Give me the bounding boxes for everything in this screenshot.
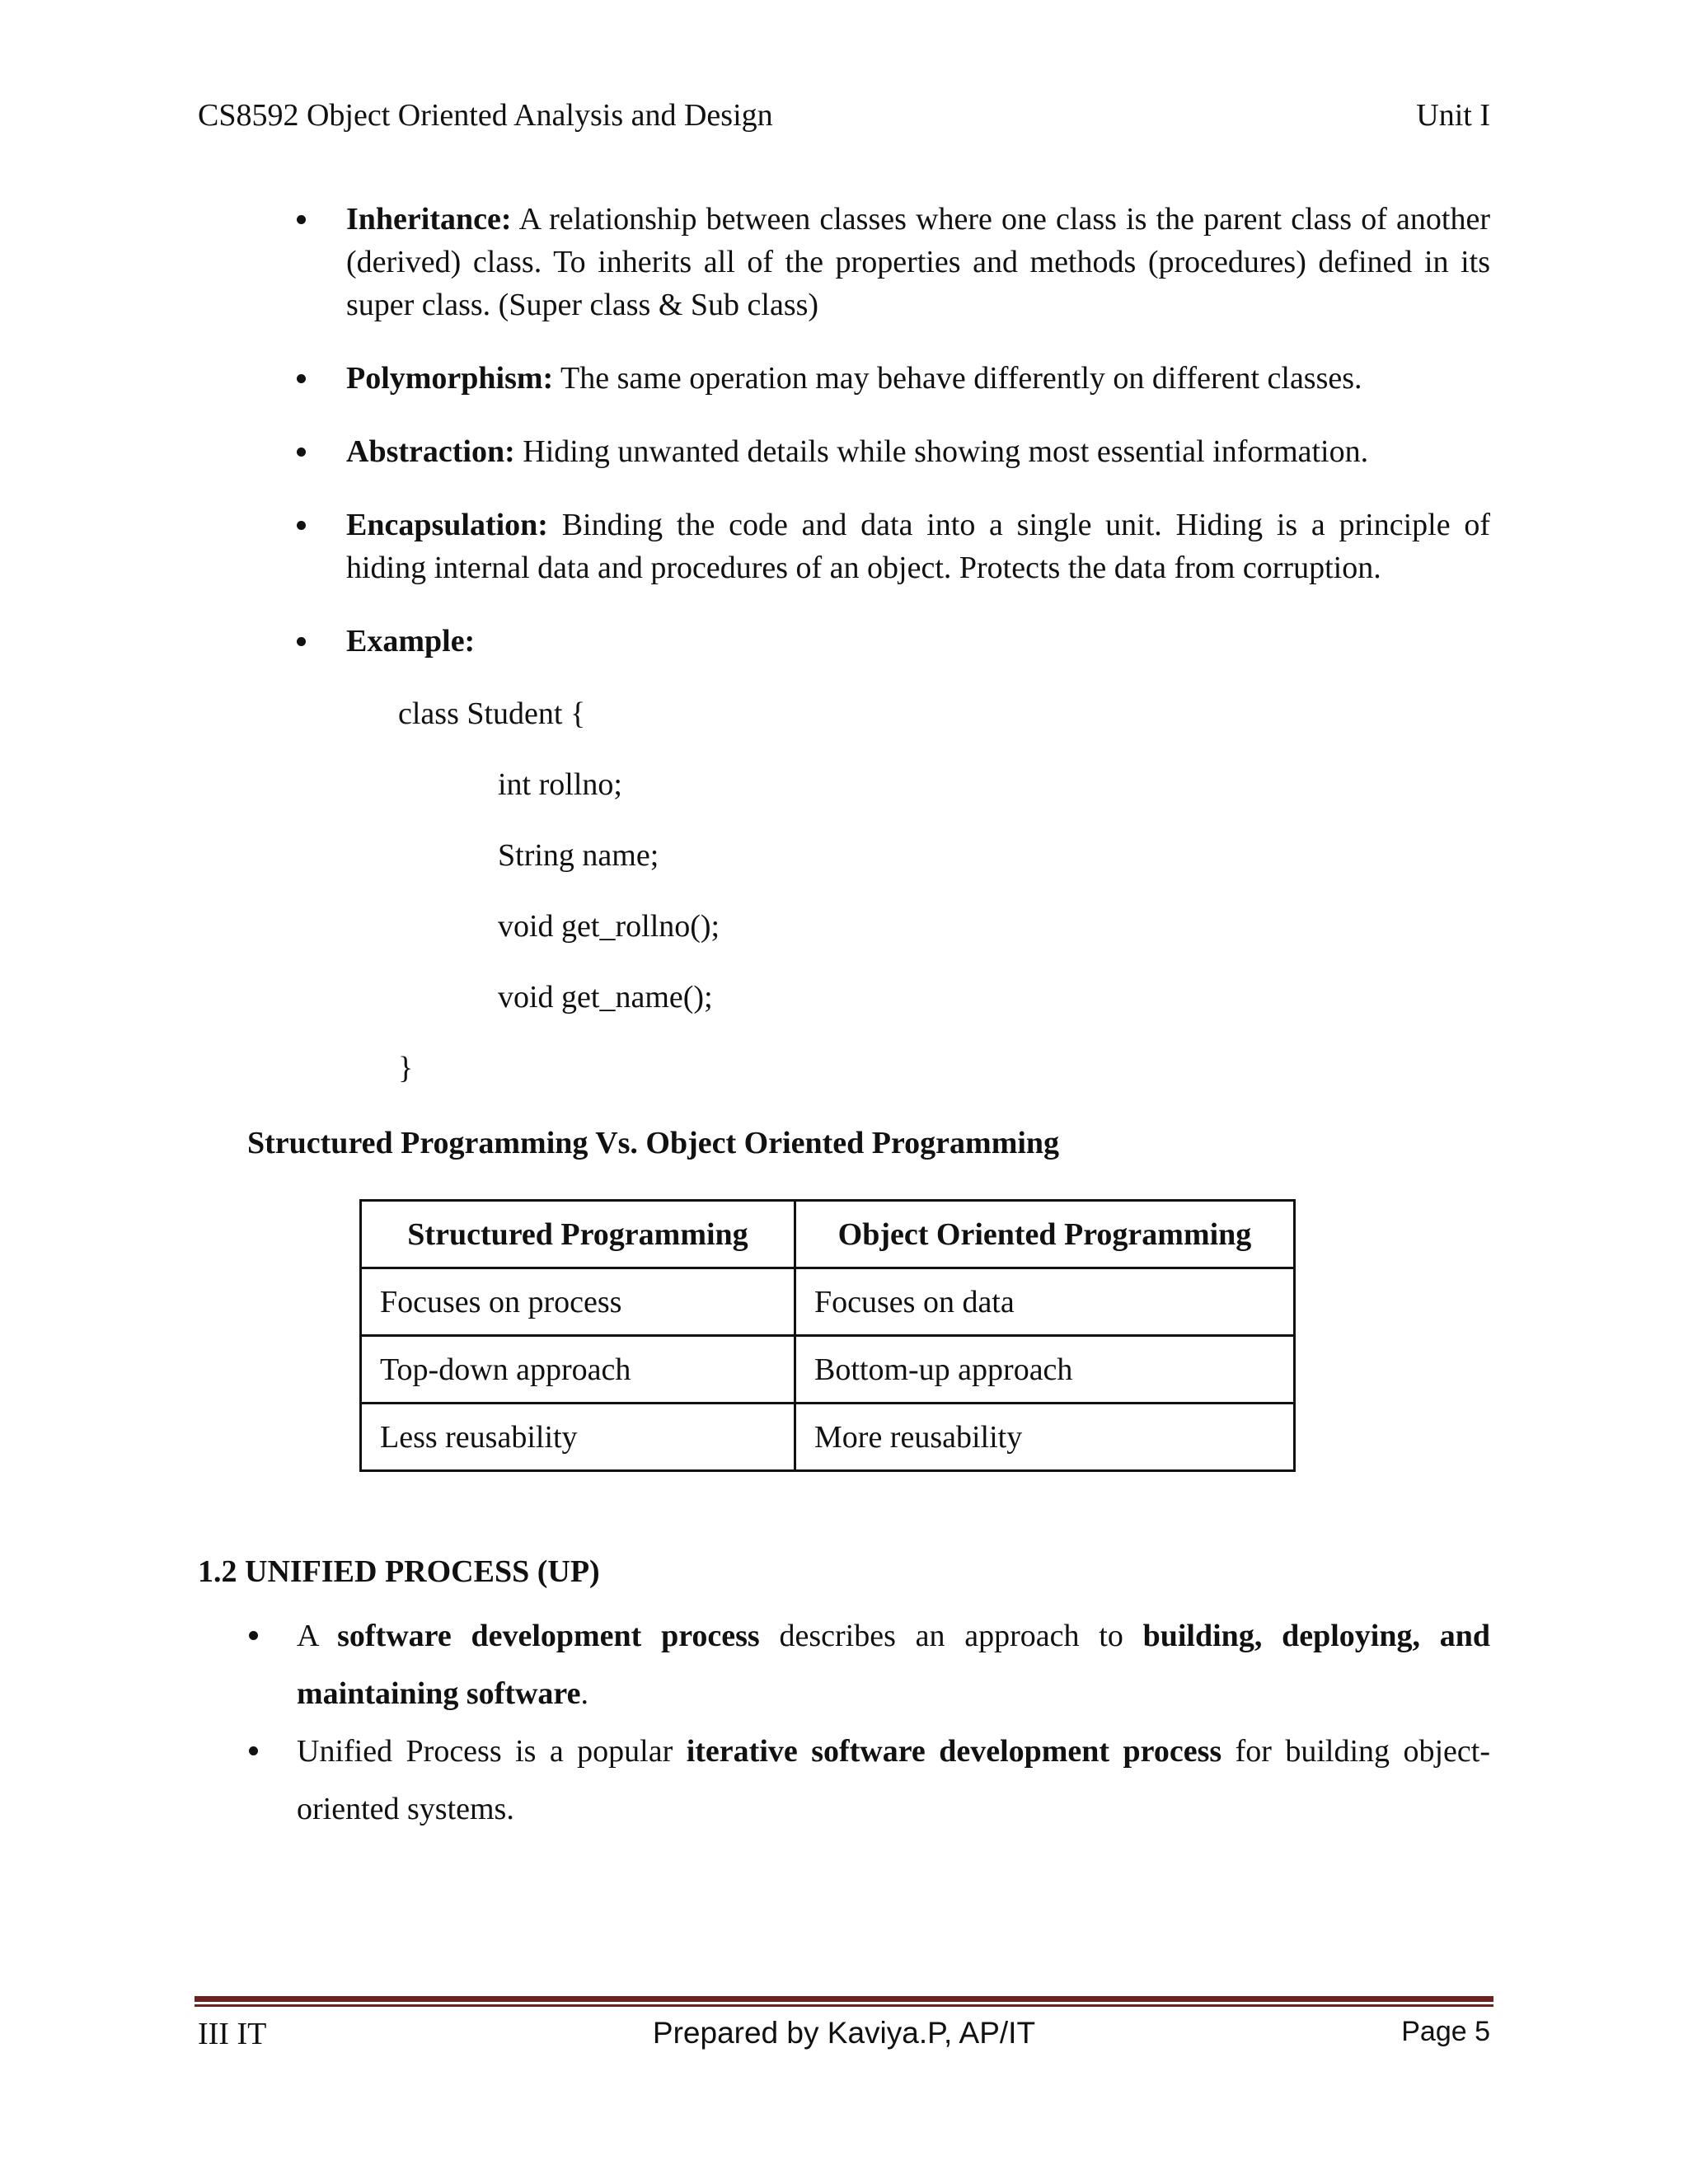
list-item	[297, 430, 1490, 473]
concept-text: Hiding unwanted details while showing most essential information.	[514, 434, 1369, 469]
code-line: void get_rollno();	[498, 909, 720, 944]
concept-text: Binding the code and data into a single unit. Hiding is a principle of hiding internal data and procedures of an object. Protects the data from corruption.	[346, 508, 1490, 585]
comparison-table	[359, 1199, 1296, 1472]
text-run: .	[580, 1676, 588, 1711]
unified-process-list	[198, 1607, 1490, 1838]
bullet-icon	[249, 1607, 265, 1640]
author-credit: Prepared by Kaviya.P, AP/IT	[652, 2016, 1036, 2050]
table-cell: Less reusability	[361, 1404, 795, 1471]
code-line: int rollno;	[498, 767, 622, 802]
table-cell: More reusability	[795, 1404, 1295, 1471]
concept-text: A relationship between classes where one class is the parent class of another (derived) class. To inherits all of the properties and methods (procedures) defined in its super class. (Super class & Sub class)	[346, 202, 1490, 322]
oop-concepts-list	[297, 198, 1490, 693]
table-cell: Top-down approach	[361, 1336, 795, 1404]
bold-text: iterative software development process	[686, 1734, 1222, 1769]
code-example	[398, 692, 720, 1118]
list-item	[297, 504, 1490, 589]
footer-divider	[195, 1996, 1493, 2007]
concept-term: Encapsulation:	[346, 508, 548, 542]
bullet-icon	[297, 430, 313, 457]
table-row	[361, 1268, 1295, 1336]
list-item	[297, 357, 1490, 400]
list-item	[297, 198, 1490, 326]
table-cell: Bottom-up approach	[795, 1336, 1295, 1404]
bullet-icon	[297, 357, 313, 383]
table-cell: Focuses on data	[795, 1268, 1295, 1336]
concept-text: The same operation may behave differently on different classes.	[553, 361, 1362, 396]
bullet-icon	[297, 620, 313, 646]
table-cell: Focuses on process	[361, 1268, 795, 1336]
concept-term: Inheritance:	[346, 202, 512, 237]
page-header	[198, 97, 1490, 138]
text-run: A	[297, 1619, 338, 1653]
code-line: }	[398, 1051, 414, 1085]
concept-term: Abstraction:	[346, 434, 515, 469]
text-run: describes an approach to	[759, 1619, 1143, 1653]
page-footer	[198, 2016, 1490, 2057]
column-header: Structured Programming	[361, 1201, 795, 1268]
code-line: class Student {	[398, 696, 586, 731]
concept-term: Polymorphism:	[346, 361, 554, 396]
page-number: Page 5	[1401, 2016, 1490, 2047]
table-row	[361, 1404, 1295, 1471]
concept-term: Example:	[346, 624, 476, 658]
list-item	[198, 1722, 1490, 1838]
list-item	[198, 1607, 1490, 1722]
table-header-row	[361, 1201, 1295, 1268]
code-line: String name;	[498, 838, 659, 873]
bold-text: building, deploying, and maintaining software	[297, 1619, 1490, 1711]
unit-label: Unit I	[1416, 98, 1490, 133]
course-title: CS8592 Object Oriented Analysis and Design	[198, 98, 773, 133]
class-label: III IT	[198, 2017, 267, 2051]
bold-text: software development process	[337, 1619, 760, 1653]
list-item	[297, 620, 1490, 663]
column-header: Object Oriented Programming	[795, 1201, 1295, 1268]
bullet-icon	[249, 1722, 265, 1755]
code-line: void get_name();	[498, 980, 713, 1015]
bullet-icon	[297, 198, 313, 224]
section-heading: 1.2 UNIFIED PROCESS (UP)	[198, 1554, 600, 1589]
text-run: Unified Process is a popular	[297, 1734, 687, 1769]
table-row	[361, 1336, 1295, 1404]
comparison-heading: Structured Programming Vs. Object Oriented Programming	[247, 1126, 1060, 1160]
bullet-icon	[297, 504, 313, 530]
text-run: for building object-oriented systems.	[297, 1734, 1491, 1826]
